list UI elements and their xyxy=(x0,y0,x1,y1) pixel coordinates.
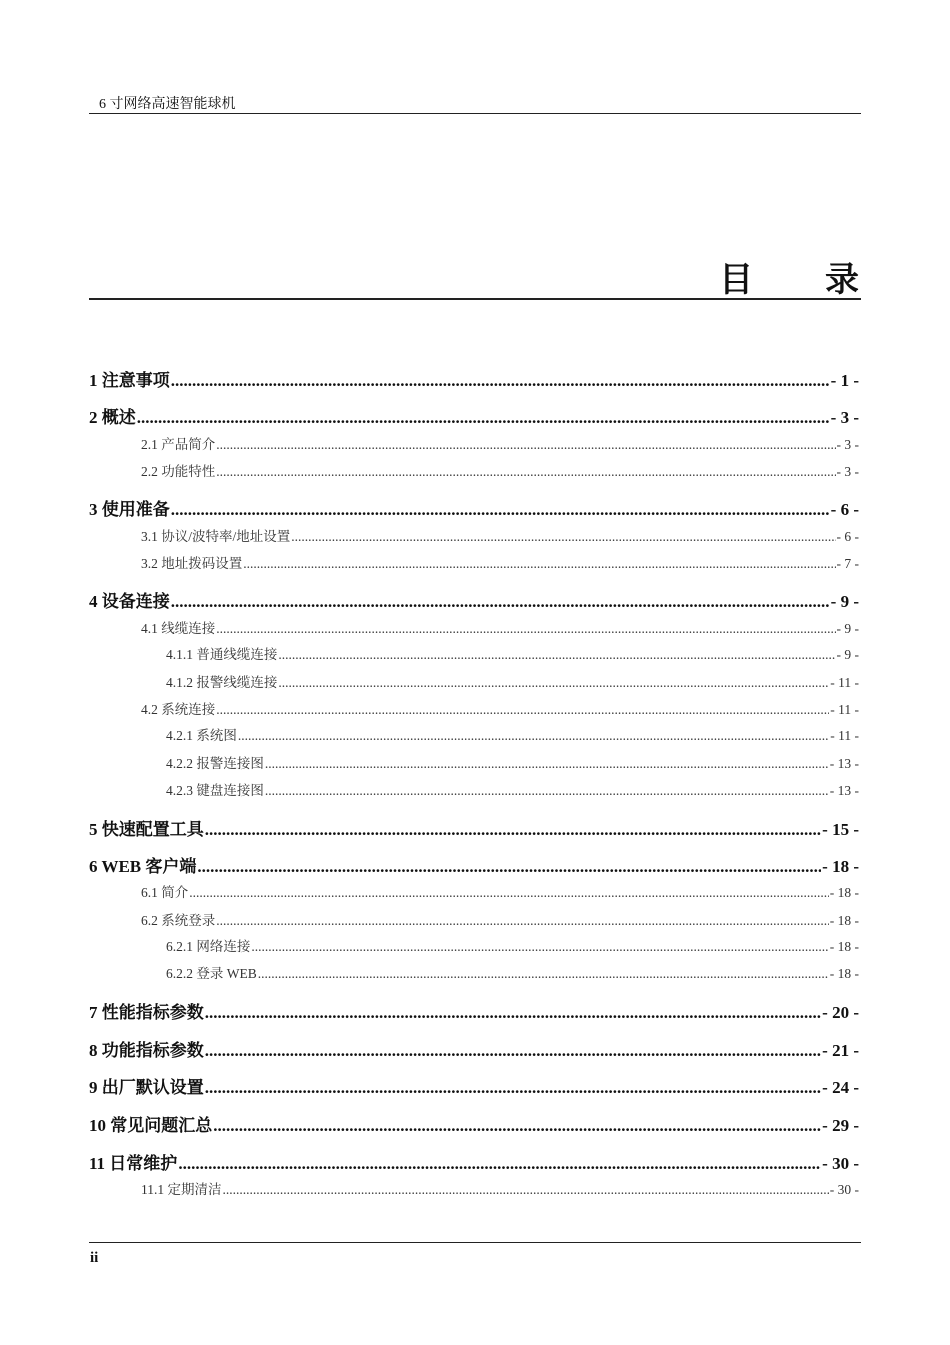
toc-dot-leader xyxy=(171,371,830,391)
toc-entry-label: 7 性能指标参数 xyxy=(89,1003,204,1022)
toc-dot-leader xyxy=(178,1154,821,1174)
toc-dot-leader xyxy=(265,756,829,772)
toc-title: 目 录 xyxy=(719,260,889,300)
toc-dot-leader xyxy=(216,437,835,453)
header-title: 6 寸网络高速智能球机 xyxy=(99,97,236,112)
toc-entry-page: - 9 - xyxy=(836,621,859,636)
toc-entry-page: - 3 - xyxy=(830,408,859,427)
toc-entry[interactable] xyxy=(89,617,859,637)
toc-dot-leader xyxy=(216,621,835,637)
toc-entry-label: 2.2 功能特性 xyxy=(141,464,216,479)
toc-entry-label: 9 出厂默认设置 xyxy=(89,1078,204,1097)
toc-entry-page: - 13 - xyxy=(829,756,859,771)
toc-entry-page: - 21 - xyxy=(822,1041,859,1060)
toc-dot-leader xyxy=(258,966,829,982)
toc-entry-page: - 24 - xyxy=(822,1078,859,1097)
toc-entry-page: - 11 - xyxy=(830,702,859,717)
toc-dot-leader xyxy=(197,857,821,877)
toc-dot-leader xyxy=(278,647,835,663)
toc-entry-label: 11.1 定期清洁 xyxy=(141,1182,222,1197)
toc-entry[interactable] xyxy=(89,724,859,744)
page-number: ii xyxy=(90,1250,99,1266)
toc-entry[interactable] xyxy=(89,779,859,799)
toc-entry[interactable] xyxy=(89,403,859,427)
toc-dot-leader xyxy=(243,556,835,572)
toc-entry-page: - 6 - xyxy=(836,529,859,544)
toc-entry-label: 6 WEB 客户端 xyxy=(89,857,197,876)
toc-entry-label: 8 功能指标参数 xyxy=(89,1041,204,1060)
toc-dot-leader xyxy=(238,728,829,744)
toc-entry-label: 2 概述 xyxy=(89,408,136,427)
toc-dot-leader xyxy=(291,529,835,545)
toc-heading xyxy=(89,248,889,300)
toc-dot-leader xyxy=(205,1041,821,1061)
toc-entry[interactable] xyxy=(89,909,859,929)
toc-entry[interactable] xyxy=(89,698,859,718)
toc-dot-leader xyxy=(213,1116,821,1136)
toc-entry-label: 2.1 产品简介 xyxy=(141,437,216,452)
toc-entry-label: 4.2.2 报警连接图 xyxy=(166,756,264,771)
footer-divider xyxy=(89,1242,861,1243)
toc-entry-label: 3 使用准备 xyxy=(89,500,170,519)
toc-entry-page: - 30 - xyxy=(829,1182,859,1197)
toc-entry[interactable] xyxy=(89,881,859,901)
toc-dot-leader xyxy=(171,500,830,520)
toc-entry-page: - 20 - xyxy=(822,1003,859,1022)
toc-entry-page: - 30 - xyxy=(822,1154,859,1173)
toc-entry[interactable] xyxy=(89,1073,859,1097)
toc-entry[interactable] xyxy=(89,552,859,572)
toc-entry-page: - 1 - xyxy=(830,371,859,390)
toc-entry-label: 4.1 线缆连接 xyxy=(141,621,216,636)
toc-entry-page: - 3 - xyxy=(836,464,859,479)
toc-entry-label: 10 常见问题汇总 xyxy=(89,1116,213,1135)
toc-dot-leader xyxy=(205,1003,821,1023)
toc-entry[interactable] xyxy=(89,1178,859,1198)
toc-entry[interactable] xyxy=(89,1036,859,1060)
toc-entry-label: 4.1.2 报警线缆连接 xyxy=(166,675,278,690)
toc-entry-page: - 18 - xyxy=(829,913,859,928)
toc-entry[interactable] xyxy=(89,643,859,663)
toc-entry-page: - 15 - xyxy=(822,820,859,839)
toc-entry-label: 1 注意事项 xyxy=(89,371,170,390)
toc-entry-page: - 9 - xyxy=(830,592,859,611)
toc-entry[interactable] xyxy=(89,587,859,611)
toc-entry[interactable] xyxy=(89,525,859,545)
toc-entry-label: 4.1.1 普通线缆连接 xyxy=(166,647,278,662)
page-header xyxy=(89,92,861,114)
toc-entry[interactable] xyxy=(89,1111,859,1135)
toc-entry[interactable] xyxy=(89,752,859,772)
toc-entry[interactable] xyxy=(89,852,859,876)
toc-dot-leader xyxy=(137,408,830,428)
toc-entry[interactable] xyxy=(89,433,859,453)
toc-entry-label: 4.2.3 键盘连接图 xyxy=(166,783,264,798)
toc-entry-label: 3.2 地址拨码设置 xyxy=(141,556,243,571)
toc-entry[interactable] xyxy=(89,962,859,982)
toc-entry-label: 6.2 系统登录 xyxy=(141,913,216,928)
toc-entry-label: 6.1 简介 xyxy=(141,885,189,900)
toc-entry-label: 4.2 系统连接 xyxy=(141,702,216,717)
toc-entry-label: 4.2.1 系统图 xyxy=(166,728,237,743)
toc-entry-page: - 13 - xyxy=(829,783,859,798)
toc-entry[interactable] xyxy=(89,935,859,955)
toc-entry-page: - 3 - xyxy=(836,437,859,452)
toc-dot-leader xyxy=(205,820,821,840)
toc-entry-label: 6.2.1 网络连接 xyxy=(166,939,251,954)
toc-dot-leader xyxy=(216,464,835,480)
toc-dot-leader xyxy=(216,913,829,929)
toc-entry-label: 5 快速配置工具 xyxy=(89,820,204,839)
toc-entry-page: - 9 - xyxy=(836,647,859,662)
toc-entry-page: - 7 - xyxy=(836,556,859,571)
toc-entry-page: - 18 - xyxy=(822,857,859,876)
toc-entry-page: - 18 - xyxy=(829,885,859,900)
toc-dot-leader xyxy=(251,939,828,955)
toc-dot-leader xyxy=(265,783,829,799)
toc-entry-page: - 6 - xyxy=(830,500,859,519)
toc-entry[interactable] xyxy=(89,671,859,691)
toc-dot-leader xyxy=(278,675,829,691)
toc-dot-leader xyxy=(223,1182,829,1198)
toc-entry-page: - 18 - xyxy=(829,939,859,954)
toc-entry[interactable] xyxy=(89,460,859,480)
toc-dot-leader xyxy=(216,702,829,718)
toc-entry[interactable] xyxy=(89,366,859,390)
toc-entry-label: 4 设备连接 xyxy=(89,592,170,611)
toc-dot-leader xyxy=(171,592,830,612)
toc-entry[interactable] xyxy=(89,815,859,839)
toc-entry-label: 6.2.2 登录 WEB xyxy=(166,966,257,981)
toc-entry-label: 3.1 协议/波特率/地址设置 xyxy=(141,529,291,544)
toc-entry-page: - 18 - xyxy=(829,966,859,981)
toc-entry[interactable] xyxy=(89,1149,859,1173)
toc-entry[interactable] xyxy=(89,495,859,519)
toc-entry-page: - 11 - xyxy=(830,675,859,690)
toc-entry[interactable] xyxy=(89,998,859,1022)
toc-dot-leader xyxy=(189,885,829,901)
toc-dot-leader xyxy=(205,1078,821,1098)
toc-entry-page: - 29 - xyxy=(822,1116,859,1135)
toc-entry-page: - 11 - xyxy=(830,728,859,743)
toc-entry-label: 11 日常维护 xyxy=(89,1154,178,1173)
